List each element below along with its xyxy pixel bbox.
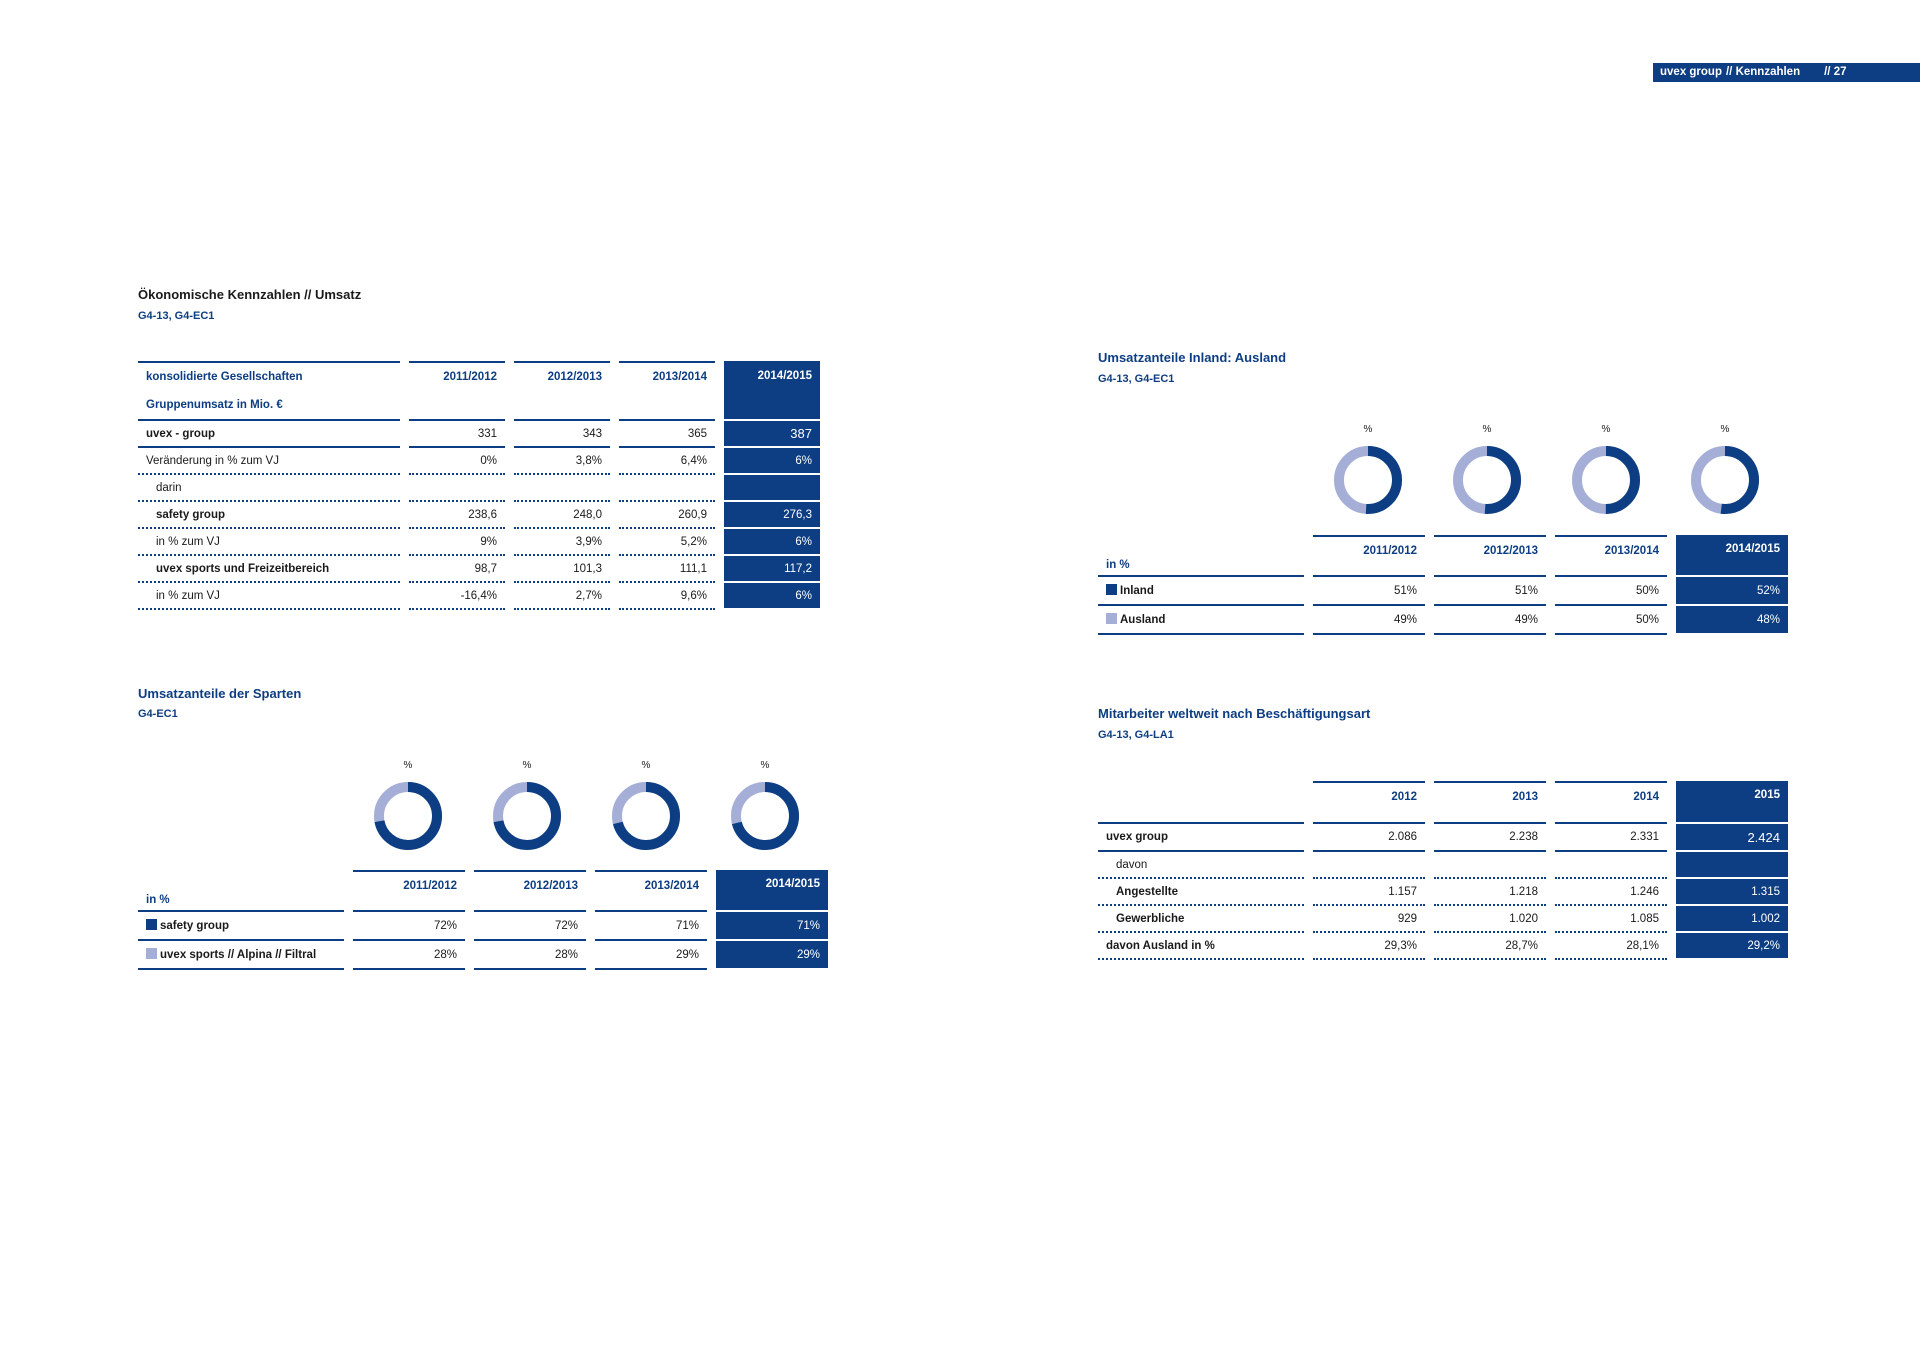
year-header: 2011/2012 [409,361,505,391]
cell: 101,3 [514,556,610,583]
cell-highlight: 71% [716,912,828,941]
donut-chart [1328,440,1408,520]
table-row [138,912,828,941]
header-brand: uvex group [1660,66,1722,78]
row-label: Gewerbliche [1098,906,1304,933]
cell: 2,7% [514,583,610,610]
table-row [138,941,828,970]
cell-highlight: 276,3 [724,502,820,529]
table-header-row [1098,535,1788,577]
donut-chart [1566,440,1646,520]
cell: 28% [353,941,465,970]
table-row [138,421,820,448]
cell: 0% [409,448,505,475]
cell-highlight: 29,2% [1676,933,1788,960]
sub-label: Gruppenumsatz in Mio. € [138,391,400,421]
year-header: 2011/2012 [353,870,465,912]
year-header: 2013/2014 [595,870,707,912]
cell: 331 [409,421,505,448]
row-label: uvex group [1098,824,1304,852]
cell: 71% [595,912,707,941]
table-row [138,556,820,583]
cell: 929 [1313,906,1425,933]
year-header-highlight: 2014/2015 [724,361,820,391]
sparten-donut-charts [352,760,822,860]
cell: 50% [1555,577,1667,606]
cell: 1.085 [1555,906,1667,933]
year-header: 2012/2013 [514,361,610,391]
cell-highlight: 52% [1676,577,1788,606]
umsatz-title: Ökonomische Kennzahlen // Umsatz [138,287,362,302]
donut-chart [1447,440,1527,520]
unit-label: in % [1098,535,1304,577]
year-header: 2013/2014 [619,361,715,391]
cell: 1.157 [1313,879,1425,906]
cell: 9% [409,529,505,556]
percent-label: % [1482,424,1492,435]
cell: 6,4% [619,448,715,475]
inland-subtitle: G4-13, G4-EC1 [1098,373,1175,385]
cell-highlight: 6% [724,448,820,475]
table-header-row [138,870,828,912]
sparten-subtitle: G4-EC1 [138,708,178,720]
row-label: uvex - group [138,421,400,448]
cell: 29,3% [1313,933,1425,960]
cell: 260,9 [619,502,715,529]
cell: 2.086 [1313,824,1425,852]
mitarbeiter-table [1098,781,1788,960]
cell: 3,8% [514,448,610,475]
cell-highlight: 1.002 [1676,906,1788,933]
inland-donut-charts [1312,424,1782,524]
cell: 28% [474,941,586,970]
year-header: 2014 [1555,781,1667,824]
table-subheader-row [138,391,820,421]
donut-chart [606,776,686,856]
umsatz-subtitle: G4-13, G4-EC1 [138,310,215,322]
sparten-table [138,870,828,970]
cell-highlight: 387 [724,421,820,448]
row-label [138,912,344,941]
cell: 1.218 [1434,879,1546,906]
cell: 9,6% [619,583,715,610]
row-label: in % zum VJ [138,529,400,556]
cell: 1.246 [1555,879,1667,906]
cell: 111,1 [619,556,715,583]
legend-square-primary [1106,584,1117,595]
table-row [138,529,820,556]
cell: 2.238 [1434,824,1546,852]
table-row [1098,577,1788,606]
row-label [1098,577,1304,606]
cell: 2.331 [1555,824,1667,852]
legend-label: Ausland [1120,614,1166,626]
table-row [1098,879,1788,906]
cell: 29% [595,941,707,970]
year-header: 2013 [1434,781,1546,824]
table-row [1098,852,1788,879]
mitarbeiter-subtitle: G4-13, G4-LA1 [1098,729,1174,741]
year-header: 2012/2013 [1434,535,1546,577]
row-label [1098,606,1304,635]
cell-highlight: 2.424 [1676,824,1788,852]
table-row [1098,606,1788,635]
cell: 50% [1555,606,1667,635]
cell: 51% [1434,577,1546,606]
year-header-highlight: 2014/2015 [1676,535,1788,577]
year-header-highlight: 2015 [1676,781,1788,824]
row-label: davon [1098,852,1304,879]
cell-highlight: 6% [724,529,820,556]
table-row [138,502,820,529]
table-header-row [138,361,820,391]
row-label: in % zum VJ [138,583,400,610]
row-label: Angestellte [1098,879,1304,906]
percent-label: % [1720,424,1730,435]
cell: 343 [514,421,610,448]
row-label [138,941,344,970]
table-row [1098,824,1788,852]
percent-label: % [760,760,770,771]
year-header: 2013/2014 [1555,535,1667,577]
percent-label: % [1363,424,1373,435]
percent-label: % [641,760,651,771]
cell-highlight: 6% [724,583,820,610]
percent-label: % [403,760,413,771]
row-label: safety group [138,502,400,529]
legend-square-secondary [146,948,157,959]
year-header-highlight: 2014/2015 [716,870,828,912]
legend-square-secondary [1106,613,1117,624]
legend-label: uvex sports // Alpina // Filtral [160,949,317,961]
inland-title: Umsatzanteile Inland: Ausland [1098,350,1287,365]
header-page-number: // 27 [1824,66,1847,78]
year-header: 2012/2013 [474,870,586,912]
cell: 365 [619,421,715,448]
cell-highlight: 117,2 [724,556,820,583]
donut-chart [1685,440,1765,520]
cell: -16,4% [409,583,505,610]
legend-square-primary [146,919,157,930]
legend-label: Inland [1120,585,1154,597]
mitarbeiter-title: Mitarbeiter weltweit nach Beschäftigungsart [1098,706,1371,721]
cell: 3,9% [514,529,610,556]
unit-label: in % [138,870,344,912]
sparten-title: Umsatzanteile der Sparten [138,686,302,701]
row-label: davon Ausland in % [1098,933,1304,960]
legend-label: safety group [160,920,230,932]
cell-highlight: 1.315 [1676,879,1788,906]
row-label: darin [138,475,400,502]
percent-label: % [1601,424,1611,435]
head-label: konsolidierte Gesellschaften [138,361,400,391]
cell: 49% [1313,606,1425,635]
donut-chart [725,776,805,856]
donut-chart [487,776,567,856]
year-header: 2012 [1313,781,1425,824]
donut-chart [368,776,448,856]
cell-highlight: 48% [1676,606,1788,635]
cell: 51% [1313,577,1425,606]
percent-label: % [522,760,532,771]
table-row [1098,906,1788,933]
cell: 72% [474,912,586,941]
table-header-row [1098,781,1788,824]
cell: 98,7 [409,556,505,583]
table-row [138,475,820,502]
page-header [1653,63,1920,82]
umsatz-table [138,361,820,610]
table-row [138,448,820,475]
table-row [1098,933,1788,960]
cell: 28,1% [1555,933,1667,960]
header-section: // Kennzahlen [1725,66,1801,78]
row-label: uvex sports und Freizeitbereich [138,556,400,583]
cell: 1.020 [1434,906,1546,933]
table-row [138,583,820,610]
cell: 248,0 [514,502,610,529]
cell: 238,6 [409,502,505,529]
cell: 28,7% [1434,933,1546,960]
cell: 72% [353,912,465,941]
cell-highlight: 29% [716,941,828,970]
row-label: Veränderung in % zum VJ [138,448,400,475]
cell: 5,2% [619,529,715,556]
inland-table [1098,535,1788,635]
cell: 49% [1434,606,1546,635]
year-header: 2011/2012 [1313,535,1425,577]
